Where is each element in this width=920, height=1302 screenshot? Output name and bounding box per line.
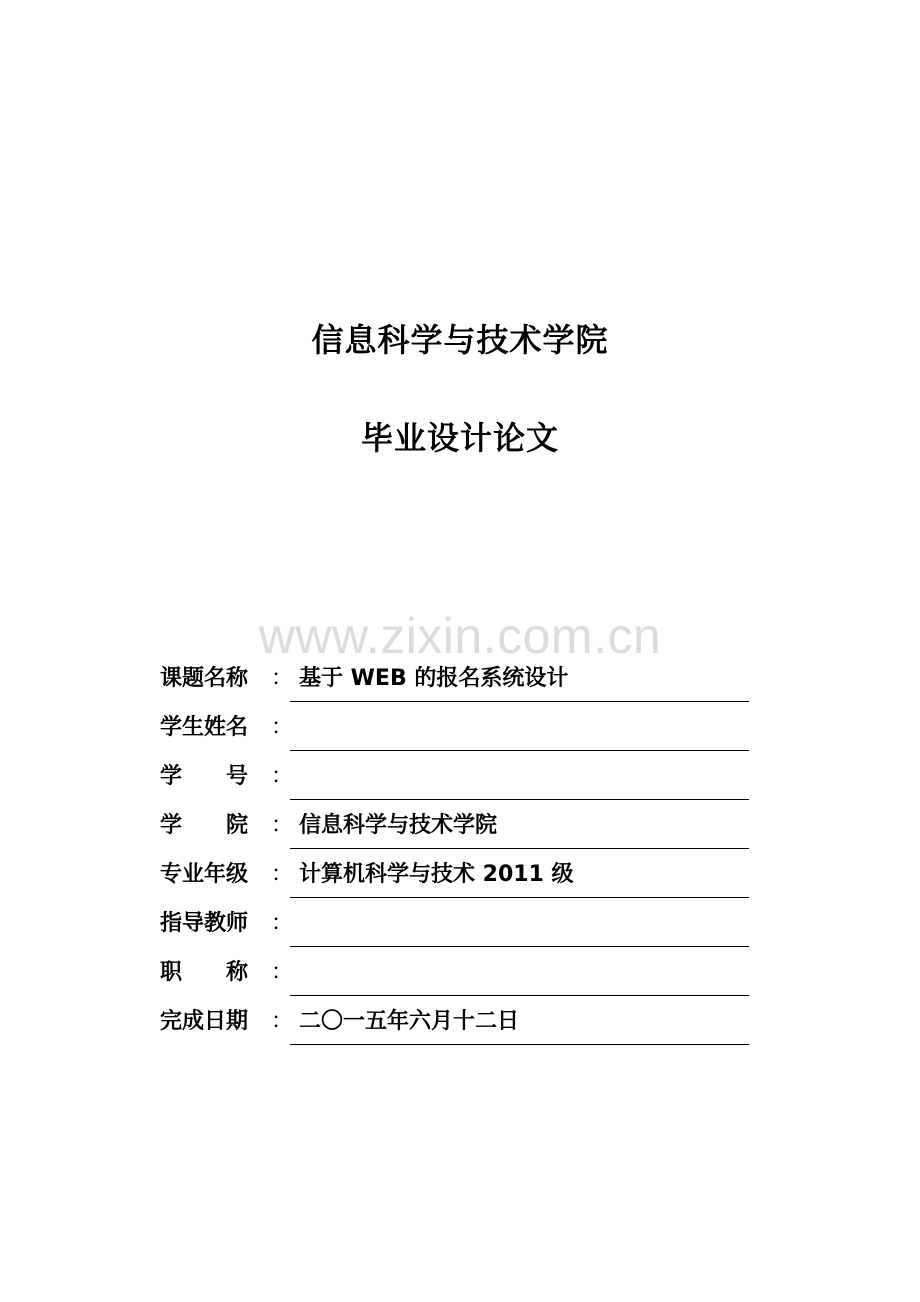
underline	[290, 750, 749, 751]
field-value-topic	[299, 663, 739, 695]
underline	[290, 946, 749, 947]
field-label	[160, 908, 294, 940]
field-colon: ：	[271, 764, 294, 789]
field-colon: ：	[271, 813, 294, 838]
field-label-text: 课题名称	[160, 666, 249, 691]
field-value-college	[299, 810, 739, 842]
field-row-completion-date	[160, 1000, 750, 1049]
field-label-text: 学 号	[160, 764, 249, 789]
field-label-text: 指导教师	[160, 911, 249, 936]
field-label	[160, 859, 294, 891]
underline	[290, 1044, 749, 1045]
field-label-text: 学 院	[160, 813, 249, 838]
field-label	[160, 761, 294, 793]
field-label	[160, 663, 294, 695]
field-label	[160, 712, 294, 744]
field-row-student-name	[160, 706, 750, 755]
watermark-text: www.zixin.com.cn	[258, 608, 662, 664]
field-value-text: 基于 WEB 的报名系统设计	[299, 666, 569, 691]
field-colon: ：	[271, 960, 294, 985]
field-row-college	[160, 804, 750, 853]
field-colon: ：	[271, 715, 294, 740]
underline	[290, 799, 749, 800]
field-colon: ：	[271, 666, 294, 691]
field-value-advisor	[299, 908, 739, 940]
field-value-student-name	[299, 712, 739, 744]
underline	[290, 995, 749, 996]
field-label	[160, 957, 294, 989]
field-label-text: 职 称	[160, 960, 249, 985]
field-label	[160, 810, 294, 842]
field-row-student-id	[160, 755, 750, 804]
field-label	[160, 1006, 294, 1038]
field-value-text: 计算机科学与技术 2011 级	[299, 862, 574, 887]
field-label-text: 专业年级	[160, 862, 249, 887]
field-label-text: 学生姓名	[160, 715, 249, 740]
underline	[290, 701, 749, 702]
field-value-title	[299, 957, 739, 989]
field-row-advisor	[160, 902, 750, 951]
field-value-student-id	[299, 761, 739, 793]
underline	[290, 897, 749, 898]
institution-title: 信息科学与技术学院	[311, 321, 609, 359]
field-colon: ：	[271, 911, 294, 936]
field-row-major-grade	[160, 853, 750, 902]
underline	[290, 848, 749, 849]
field-value-text: 二〇一五年六月十二日	[299, 1009, 520, 1034]
field-colon: ：	[271, 862, 294, 887]
field-value-text: 信息科学与技术学院	[299, 813, 498, 838]
field-row-title	[160, 951, 750, 1000]
field-colon: ：	[271, 1009, 294, 1034]
field-value-completion-date	[299, 1006, 739, 1038]
field-label-text: 完成日期	[160, 1009, 249, 1034]
field-value-major-grade	[299, 859, 739, 891]
document-type-title: 毕业设计论文	[360, 419, 559, 457]
field-row-topic	[160, 657, 750, 706]
